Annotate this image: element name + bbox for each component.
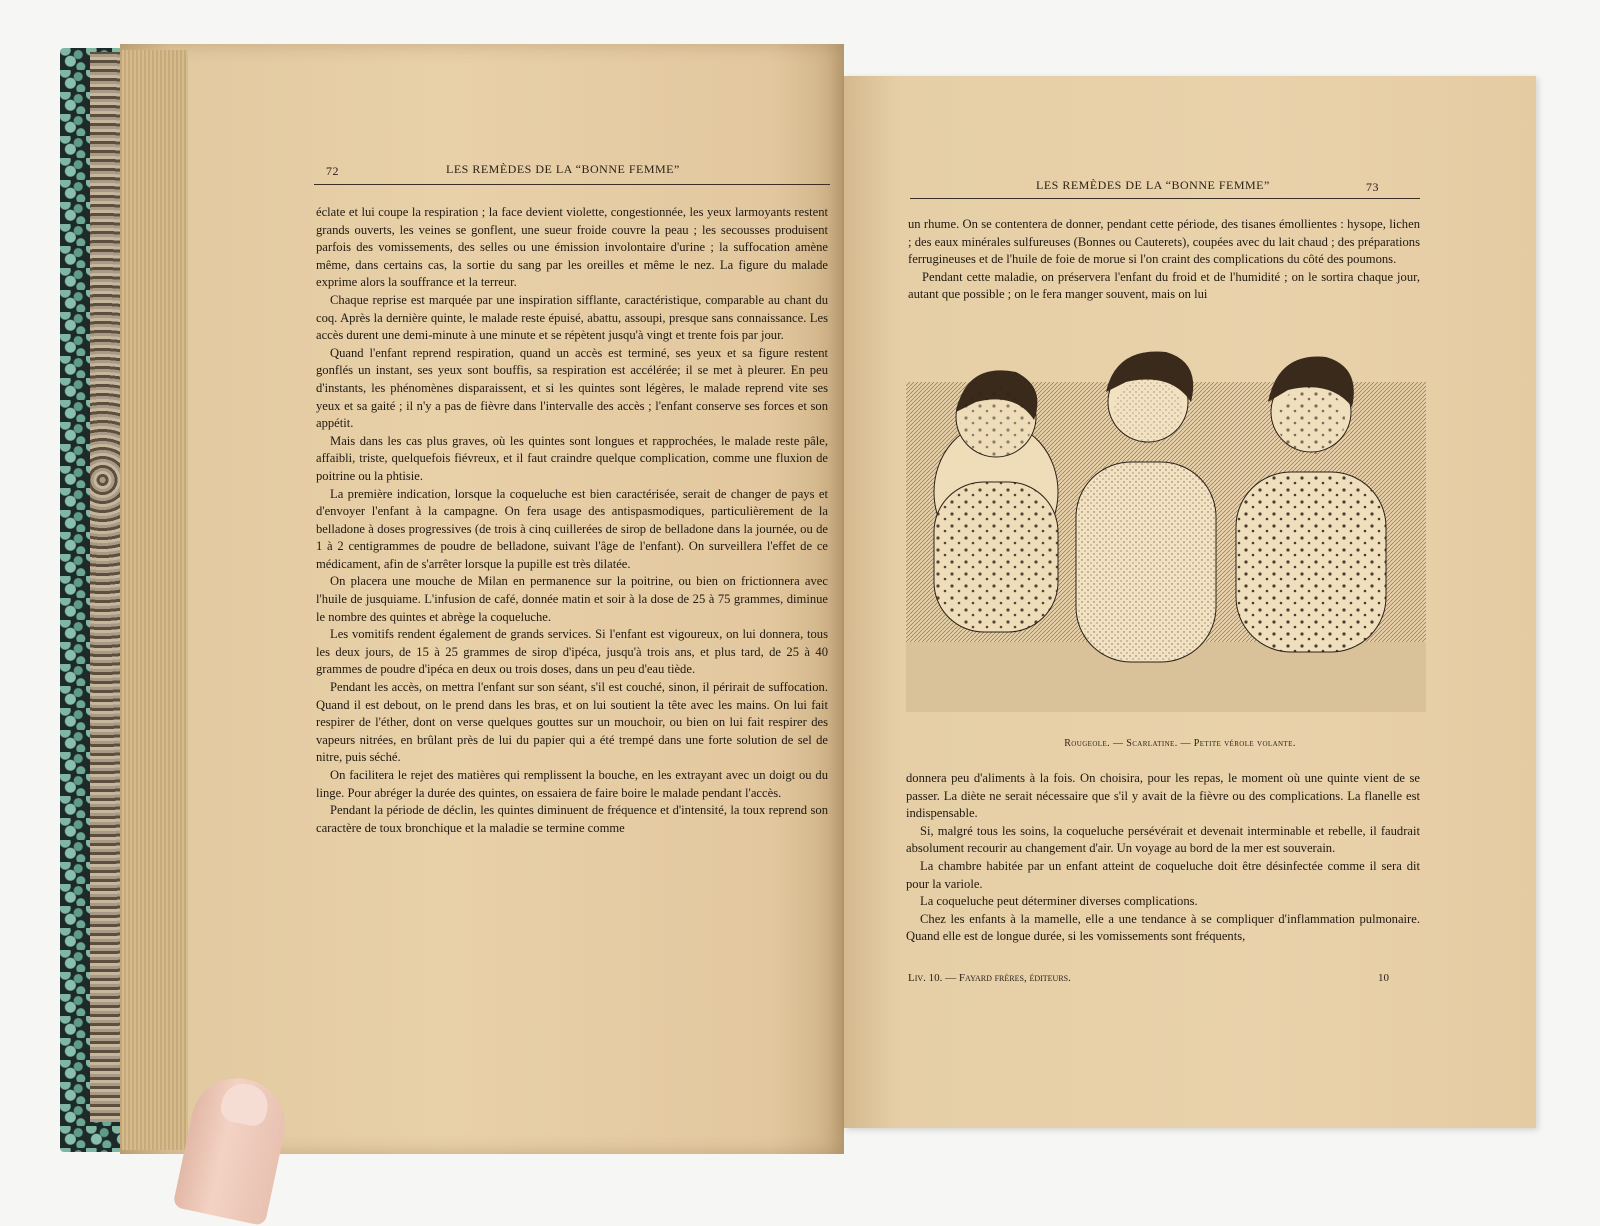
engraving-three-children-illustration: [906, 342, 1426, 728]
paragraph: Mais dans les cas plus graves, où les quintes sont longues et rapprochées, le malade reste pâle, affaibli, triste, quelquefois fiévreux, et il faut craindre quelque complication, comme une fluxion de poitrine ou la phtisie.: [316, 433, 828, 483]
left-header-rule: [314, 184, 830, 185]
paragraph: Quand l'enfant reprend respiration, quand un accès est terminé, ses yeux et sa figure restent gonflés un instant, ses yeux sont bouffis, sa respiration est accélérée; il se met à pleurer. En peu d'instants, les phénomènes disparaissent, et si les quintes sont légères, le malade reprend vite ses yeux et sa gaité ; il n'y a pas de fièvre dans l'intervalle des accès ; l'enfant conserve ses forces et son appétit.: [316, 345, 828, 431]
paragraph: La première indication, lorsque la coqueluche est bien caractérisée, serait de changer de pays et d'envoyer l'enfant à la campagne. On fera usage des antispasmodiques, particulièrement de la belladone à doses progressives (de trois à cinq cuillerées de sirop de belladone dans la journée, ou de 1 à 2 centigrammes de poudre de belladone, suivant l'âge de l'enfant). On surveillera l'effet de ce médicament, afin de s'arrêter lorsque la pupille est très dilatée.: [316, 486, 828, 571]
right-header-rule: [910, 198, 1420, 199]
right-page-number: 73: [1366, 180, 1379, 194]
paragraph: La coqueluche peut déterminer diverses complications.: [920, 894, 1198, 909]
paragraph: On facilitera le rejet des matières qui remplissent la bouche, en les extrayant avec un doigt ou du linge. Pour abréger la durée des quintes, on essaiera de faire boire le malade pendant l'accès.: [316, 768, 828, 800]
paragraph: Pendant la période de déclin, les quintes diminuent de fréquence et d'intensité, la toux reprend son caractère de toux bronchique et la maladie se termine comme: [316, 803, 828, 835]
left-running-head: LES REMÈDES DE LA “BONNE FEMME”: [446, 162, 680, 176]
paragraph: donnera peu d'aliments à la fois. On choisira, pour les repas, le moment où une quinte vient de se passer. La diète ne serait nécessaire que s'il y avait de la fièvre ou des complications. La flanelle est indispensable.: [906, 771, 1420, 821]
right-page-text-top: [908, 216, 1420, 304]
paragraph: La chambre habitée par un enfant atteint de coqueluche doit être désinfectée comme il sera dit pour la variole.: [906, 858, 1420, 891]
right-page-text-bottom: [906, 770, 1420, 946]
left-page-text: [316, 204, 828, 837]
paragraph: Pendant les accès, on mettra l'enfant sur son séant, s'il est couché, sinon, il périrait de suffocation. Quand il est debout, on le prend dans les bras, et on lui soutient la tête avec les mains. On lui fait respirer de l'éther, dont on verse quelques gouttes sur un mouchoir, ou bien on lui fait respirer des vapeurs nitrées, en brûlant près de lui du papier qui a été trempé dans une forte solution de sel de nitre, puis séché.: [316, 680, 828, 765]
paragraph: éclate et lui coupe la respiration ; la face devient violette, congestionnée, les yeux larmoyants restent grands ouverts, les veines se gonflent, une sueur froide couvre la peau ; les secousses produisent parfois des vomissements, des selles ou une émission involontaire d'urine ; la suffocation amène même, dans certains cas, la sortie du sang par les oreilles et même le nez. La figure du malade exprime alors la souffrance et la terreur.: [316, 205, 828, 290]
paragraph: On placera une mouche de Milan en permanence sur la poitrine, ou bien on frictionnera avec l'huile de jusquiame. L'infusion de café, donnée matin et soir à la dose de 25 à 75 grammes, diminue le nombre des quintes et abrège la coqueluche.: [316, 574, 828, 624]
paragraph: Chaque reprise est marquée par une inspiration sifflante, caractéristique, comparable au chant du coq. Après la dernière quinte, le malade reste épuisé, abattu, assoupi, presque sans connaissance. Les accès durent une demi-minute à une minute et se répètent jusqu'à vingt et trente fois par jour.: [316, 292, 828, 343]
illustration-caption: Rougeole. — Scarlatine. — Petite vérole volante.: [1064, 738, 1296, 749]
right-page-footer-imprint: Liv. 10. — Fayard frères, éditeurs.: [908, 972, 1071, 984]
paragraph: Pendant cette maladie, on préservera l'enfant du froid et de l'humidité ; on le sortira chaque jour, autant que possible ; on le fera manger souvent, mais on lui: [908, 269, 1420, 302]
right-running-head: LES REMÈDES DE LA “BONNE FEMME”: [1036, 178, 1270, 192]
page-stack-edge: [122, 50, 188, 1150]
right-page-footer-signature: 10: [1378, 972, 1389, 984]
paragraph: Les vomitifs rendent également de grands services. Si l'enfant est vigoureux, on lui donnera, tous les deux jours, de 15 à 25 grammes de sirop d'ipéca, jusqu'à trois ans, et plus tard, de 25 à 40 grammes de poudre d'ipéca en deux ou trois doses, dans un peu d'eau tiède.: [316, 627, 828, 677]
paragraph: un rhume. On se contentera de donner, pendant cette période, des tisanes émollientes : hysope, lichen ; des eaux minérales sulfureuses (Bonnes ou Cauterets), coupées avec du lait chaud ; des préparations ferrugineuses et de l'huile de foie de morue si l'on craint des complications du côté des poumons.: [908, 217, 1420, 267]
left-page-number: 72: [326, 164, 339, 178]
paragraph: Si, malgré tous les soins, la coqueluche persévérait et devenait interminable et rebelle, il faudrait absolument recourir au changement d'air. Un voyage au bord de la mer est souverain.: [906, 823, 1420, 856]
paragraph: Chez les enfants à la mamelle, elle a une tendance à se compliquer d'inflammation pulmonaire. Quand elle est de longue durée, si les vomissements sont fréquents,: [906, 911, 1420, 944]
